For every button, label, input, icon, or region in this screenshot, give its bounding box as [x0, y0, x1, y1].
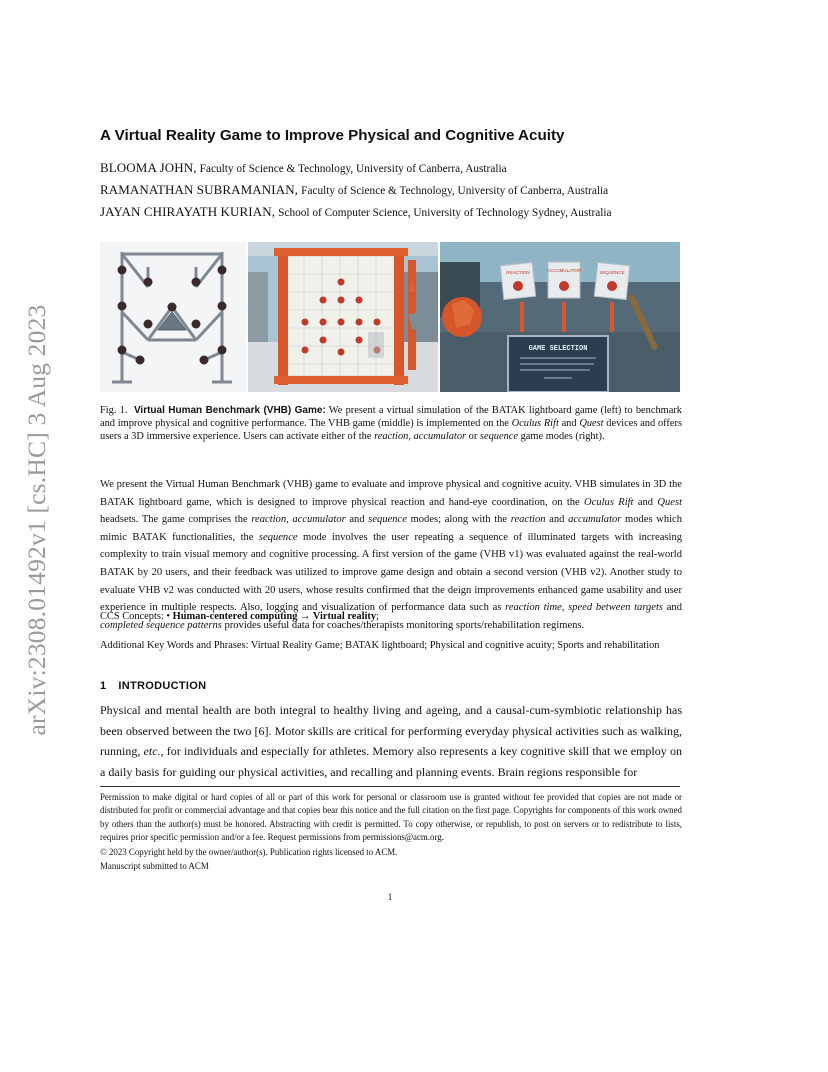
- caption-italic: Oculus Rift: [511, 418, 559, 429]
- abstract-text: mode involves the user repeating a sequence of illuminated targets with increasing complexity to train visual memory and cognitive processing. A first version of the game (VHB v1) was evaluated against the real-world BATAK by 20 users, and their feedback was utilized to improve game design and obtain a second version (VHB v2). Another study to evaluate VHB v2 was conducted with 20 users, whose results confirmed that the deign improvements enhanced game usability and user experience in multiple respects. Also, logging and visualization of performance data such as: [100, 531, 682, 614]
- card-label-reaction: REACTION: [506, 270, 530, 275]
- ccs-concept-2: Virtual reality: [312, 611, 377, 622]
- keywords: Additional Key Words and Phrases: Virtual Reality Game; BATAK lightboard; Physical and cognitive acuity; Sports and rehabilitation: [100, 640, 660, 651]
- ccs-label: CCS Concepts: •: [100, 611, 173, 622]
- abstract-text: and: [663, 602, 682, 614]
- caption-text: and: [558, 418, 580, 429]
- target-light: [200, 356, 209, 365]
- abstract-text: provides useful data for coaches/therapists monitoring sports/rehabilitation regimens.: [221, 619, 585, 631]
- footnote-rule: [100, 786, 680, 787]
- figure-caption: [100, 404, 682, 443]
- caption-text: We present a virtual simulation of the BATAK lightboard game (left) to benchmark and improve physical and cognitive performance. The VHB game (middle) is implemented on the: [100, 405, 683, 429]
- abstract-text: We present the Virtual Human Benchmark (VHB) game to evaluate and improve physical and cognitive acuity. VHB simulates in 3D the BATAK lightboard game, which is designed to improve physical reaction and hand-eye coordination, on the: [100, 479, 682, 508]
- figure-1: [100, 242, 680, 392]
- section-title: INTRODUCTION: [118, 680, 207, 692]
- target-light: [144, 320, 153, 329]
- paper-title: A Virtual Reality Game to Improve Physical and Cognitive Acuity: [100, 127, 565, 144]
- abstract-italic: Quest: [657, 496, 682, 508]
- abstract-italic: Oculus Rift: [584, 496, 634, 508]
- target-light: [338, 279, 345, 286]
- target-light: [356, 337, 363, 344]
- caption-text: devices and offers users a 3D immersive experience. Users can activate either of the: [100, 418, 682, 442]
- game-selection-heading: GAME SELECTION: [528, 345, 588, 353]
- target-light: [118, 266, 127, 275]
- target-light: [320, 337, 327, 344]
- abstract-italic: completed sequence patterns: [100, 619, 222, 631]
- target-light: [192, 278, 201, 287]
- target-light: [218, 302, 227, 311]
- section-heading: [100, 680, 206, 692]
- abstract-text: and: [345, 514, 369, 526]
- manuscript-notice: Manuscript submitted to ACM: [100, 861, 209, 871]
- introduction-text: [100, 700, 682, 782]
- abstract-italic: reaction, accumulator: [251, 514, 346, 526]
- copyright-notice: © 2023 Copyright held by the owner/author(s). Publication rights licensed to ACM.: [100, 847, 398, 857]
- permission-notice: Permission to make digital or hard copies of all or part of this work for personal or classroom use is granted without fee provided that copies are not made or distributed for profit or commercial advantage and that copies bear this notice and the full citation on the first page. Copyrights for components of this work owned by others than the author(s) must be honored. Abstracting with credit is permitted. To copy otherwise, or republish, to post on servers or to redistribute to lists, requires prior specific permission and/or a fee. Request permissions from permissions@acm.org.: [100, 792, 682, 843]
- vhb-game-screenshot: [248, 242, 438, 392]
- target-light: [338, 349, 345, 356]
- mode-button-reaction: [513, 281, 523, 291]
- caption-italic: reaction, accumulator: [374, 431, 467, 442]
- mode-button-sequence: [607, 281, 617, 291]
- ccs-concept-1: Human-centered computing: [172, 611, 298, 622]
- abstract-italic: sequence: [258, 531, 298, 543]
- page-number: 1: [387, 892, 393, 902]
- target-light: [302, 319, 309, 326]
- target-light: [218, 266, 227, 275]
- target-light: [118, 346, 127, 355]
- ccs-arrow: →: [297, 611, 313, 622]
- author-affiliation: School of Computer Science, University of Technology Sydney, Australia: [278, 207, 612, 219]
- abstract-italic: reaction time, speed between targets: [505, 602, 664, 614]
- card-label-accumulator: ACCUMULATOR: [546, 268, 582, 273]
- author-name: RAMANATHAN SUBRAMANIAN,: [100, 182, 299, 197]
- abstract-italic: reaction: [510, 514, 546, 526]
- target-light: [192, 320, 201, 329]
- target-light: [338, 297, 345, 304]
- section-number: 1: [100, 680, 107, 692]
- author-name: JAYAN CHIRAYATH KURIAN,: [100, 204, 276, 219]
- target-light: [144, 278, 153, 287]
- abstract-text: modes; along with the: [406, 514, 511, 526]
- author-name: BLOOMA JOHN,: [100, 160, 197, 175]
- target-light: [136, 356, 145, 365]
- caption-italic: Quest: [579, 418, 604, 429]
- target-light: [168, 303, 177, 312]
- ccs-end: ;: [376, 611, 379, 622]
- abstract-text: and: [633, 496, 658, 508]
- target-light: [356, 319, 363, 326]
- target-light: [218, 346, 227, 355]
- card-label-sequence: SEQUENCE: [599, 270, 625, 275]
- author-3: [100, 204, 720, 220]
- arxiv-stamp-text: arXiv:2308.01492v1 [cs.HC] 3 Aug 2023: [22, 304, 51, 736]
- intro-text: , for individuals and especially for athletes. Memory also represents a key cognitive skill that we employ on a daily basis for guiding our physical activities, and recalling and planning events. Brain regions responsible for: [100, 744, 682, 779]
- abstract-text: headsets. The game comprises the: [100, 514, 252, 526]
- intro-italic: etc.: [143, 744, 161, 758]
- caption-text: or: [466, 431, 480, 442]
- abstract-text: and: [545, 514, 569, 526]
- abstract-italic: accumulator: [568, 514, 622, 526]
- author-affiliation: Faculty of Science & Technology, University of Canberra, Australia: [199, 163, 507, 175]
- target-light: [320, 319, 327, 326]
- abstract-italic: sequence: [368, 514, 407, 526]
- caption-label: Fig. 1.: [100, 405, 128, 416]
- target-light: [338, 319, 345, 326]
- caption-italic: sequence: [479, 431, 518, 442]
- abstract-text: modes which mimic BATAK functionalities, the: [100, 514, 682, 543]
- caption-text: game modes (right).: [518, 431, 605, 442]
- target-light: [302, 347, 309, 354]
- caption-bold: Virtual Human Benchmark (VHB) Game:: [133, 405, 326, 416]
- intro-text: Physical and mental health are both integral to healthy living and ageing, and a causal-cum-symbiotic relationship has been observed between the two [6]. Motor skills are critical for performing everyday physical activities such as walking, running,: [100, 703, 682, 758]
- game-selection-screenshot: [440, 242, 680, 392]
- mode-button-accumulator: [559, 281, 569, 291]
- author-1: [100, 160, 720, 176]
- target-light: [320, 297, 327, 304]
- author-affiliation: Faculty of Science & Technology, University of Canberra, Australia: [301, 185, 609, 197]
- ccs-concepts: [100, 611, 682, 622]
- batak-photo: [100, 242, 246, 392]
- author-2: [100, 182, 720, 198]
- target-light: [374, 319, 381, 326]
- target-light: [118, 302, 127, 311]
- target-light: [356, 297, 363, 304]
